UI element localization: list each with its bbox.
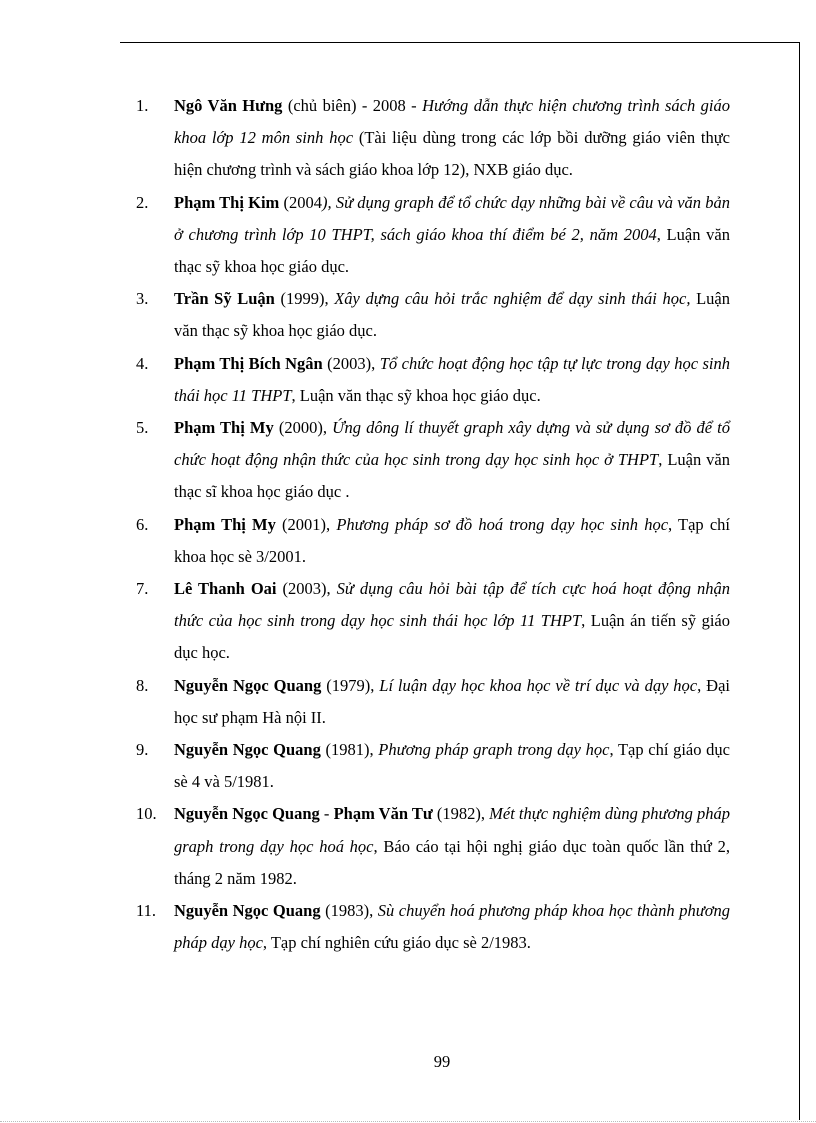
reference-year: (1981), <box>320 740 379 760</box>
reference-publisher: , Luận văn thạc sĩ khoa học giáo dục . <box>174 450 731 502</box>
reference-year: (2004 <box>279 192 322 212</box>
reference-item <box>136 670 730 734</box>
reference-item <box>136 798 730 895</box>
reference-item <box>136 412 730 509</box>
reference-number: 4. <box>136 353 149 373</box>
reference-text <box>174 348 730 412</box>
reference-text <box>174 573 730 670</box>
reference-publisher: , Luận văn thạc sỹ khoa học giáo dục. <box>174 224 731 277</box>
reference-year: (1999), <box>274 289 335 309</box>
reference-item <box>136 283 730 347</box>
reference-publisher: , Tạp chí giáo dục sè 4 và 5/1981. <box>174 740 730 792</box>
reference-year: (1979), <box>321 675 380 695</box>
reference-publisher: , Tạp chí khoa học sè 3/2001. <box>174 514 730 566</box>
reference-author: Phạm Thị My <box>174 418 274 438</box>
reference-author: Phạm Thị My <box>174 514 276 534</box>
reference-author: Phạm Thị Bích Ngân <box>174 353 323 373</box>
reference-year: (2003), <box>276 579 337 599</box>
page-bottom-rule <box>0 1121 816 1122</box>
reference-number: 1. <box>136 96 149 115</box>
page-number: 99 <box>433 1052 451 1071</box>
reference-publisher: , Luận văn thạc sỹ khoa học giáo dục. <box>291 385 541 405</box>
reference-publisher: , Báo cáo tại hội nghị giáo dục toàn quốc lần thứ 2, tháng 2 năm 1982. <box>174 836 730 888</box>
reference-title: Hướng dẫn thực hiện chương trình sách giáo khoa lớp 12 môn sinh học <box>174 96 730 148</box>
reference-title: Sử dụng câu hỏi bài tập để tích cực hoá hoạt động nhận thức của học sinh trong dạy học sinh thái học lớp 11 THPT <box>174 579 731 631</box>
reference-number: 2. <box>136 192 149 212</box>
reference-item <box>136 90 730 187</box>
reference-number: 3. <box>136 289 149 309</box>
reference-item <box>136 187 730 284</box>
reference-text <box>174 734 730 798</box>
reference-author: Nguyễn Ngọc Quang <box>174 804 320 824</box>
reference-text <box>174 283 730 347</box>
reference-title: Phương pháp graph trong dạy học <box>378 740 610 760</box>
reference-year: (1983), <box>320 901 378 921</box>
reference-number: 7. <box>136 579 149 599</box>
reference-title: Sù chuyển hoá phương pháp khoa học thành phương pháp dạy học <box>174 901 730 953</box>
reference-author: Trần Sỹ Luận <box>174 289 275 309</box>
reference-title: Phương pháp sơ đồ hoá trong dạy học sinh học <box>336 514 669 534</box>
reference-publisher: , Đại học sư phạm Hà nội II. <box>174 675 730 727</box>
reference-text <box>174 187 730 284</box>
reference-item <box>136 895 730 959</box>
reference-text <box>174 670 730 734</box>
reference-number: 10. <box>136 804 157 824</box>
reference-publisher: , Luận án tiến sỹ giáo dục học. <box>174 611 730 663</box>
reference-text <box>174 798 730 895</box>
reference-title: Tổ chức hoạt động học tập tự lực trong dạy học sinh thái học 11 THPT <box>174 353 730 405</box>
reference-author: Phạm Thị Kim <box>174 192 280 212</box>
reference-author: Nguyễn Ngọc Quang <box>174 740 321 760</box>
reference-number: 6. <box>136 514 149 534</box>
reference-number: 9. <box>136 740 149 760</box>
reference-item <box>136 573 730 670</box>
reference-coauthor: Phạm Văn Tư <box>333 804 433 824</box>
reference-number: 5. <box>136 418 149 438</box>
reference-publisher: , Tạp chí nghiên cứu giáo dục sè 2/1983. <box>262 933 531 953</box>
reference-author-separator: - <box>319 804 334 824</box>
reference-author: Nguyễn Ngọc Quang <box>174 901 321 921</box>
reference-year: (chủ biên) - 2008 - <box>282 96 423 115</box>
reference-year: (2003), <box>322 353 380 373</box>
reference-year: (1982), <box>432 804 490 824</box>
reference-number: 8. <box>136 675 149 695</box>
reference-author: Nguyễn Ngọc Quang <box>174 675 322 695</box>
reference-title: Mét thực nghiệm dùng phương pháp graph trong dạy học hoá học <box>174 804 730 856</box>
reference-number: 11. <box>136 901 157 921</box>
reference-year: (2000), <box>273 418 333 438</box>
reference-year: (2001), <box>275 514 337 534</box>
reference-title: Xây dựng câu hỏi trắc nghiệm để dạy sinh thái học, <box>334 289 691 309</box>
reference-publisher: (Tài liệu dùng trong các lớp bồi dưỡng giáo viên thực hiện chương trình và sách giáo khoa lớp 12), NXB giáo dục. <box>174 128 730 180</box>
reference-publisher: Luận văn thạc sỹ khoa học giáo dục. <box>174 289 730 341</box>
reference-title: ), Sử dụng graph để tổ chức dạy những bài về câu và văn bản ở chương trình lớp 10 THPT, sách giáo khoa thí điểm bé 2, năm 2004 <box>174 192 730 244</box>
reference-title: Lí luận dạy học khoa học về trí dục và dạy học <box>379 675 698 695</box>
reference-author: Lê Thanh Oai <box>174 579 277 599</box>
reference-text <box>174 90 730 187</box>
reference-text <box>174 895 730 959</box>
reference-text <box>174 412 730 509</box>
reference-item <box>136 734 730 798</box>
reference-item <box>136 348 730 412</box>
reference-list <box>136 90 730 959</box>
reference-item <box>136 509 730 573</box>
reference-author: Ngô Văn Hưng <box>174 96 283 115</box>
reference-text <box>174 509 730 573</box>
reference-title: Ứng dông lí thuyết graph xây dựng và sử dụng sơ đồ để tổ chức hoạt động nhận thức của học sinh trong dạy học sinh học ở THPT <box>174 418 730 470</box>
